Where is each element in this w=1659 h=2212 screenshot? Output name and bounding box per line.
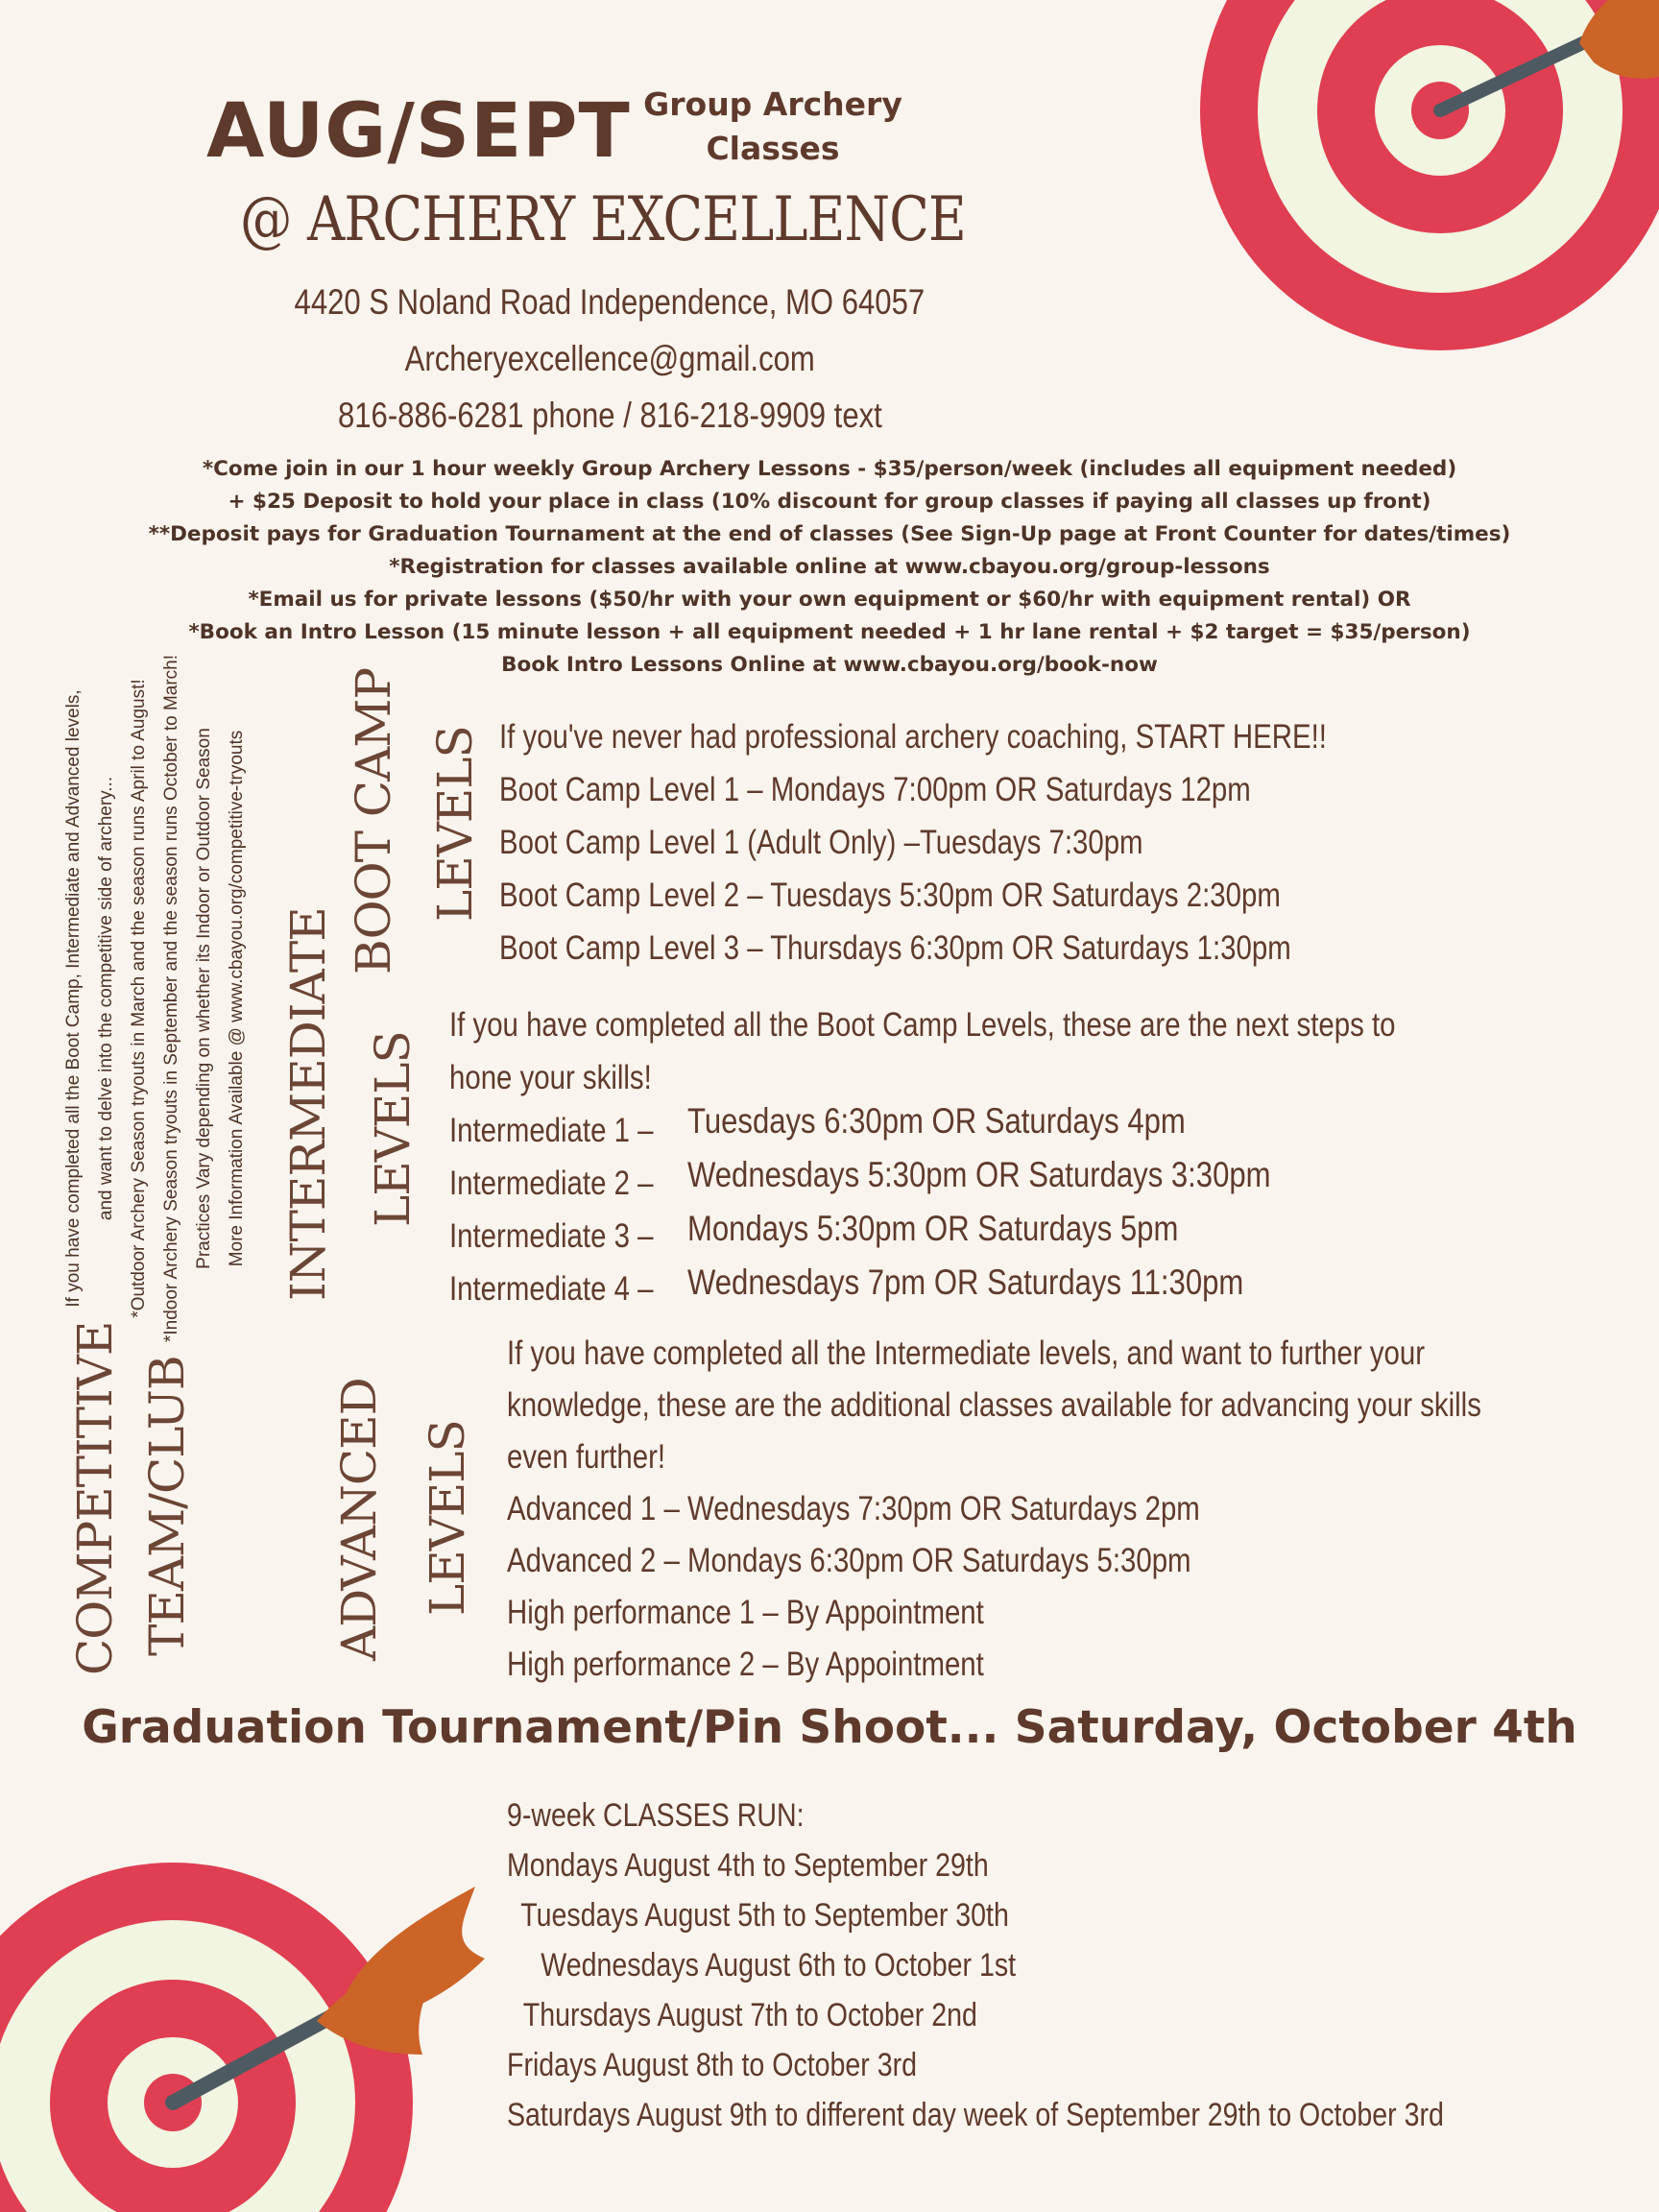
bootcamp-intro: If you've never had professional archery coaching, START HERE!! [499,718,1327,756]
competitive-label: COMPETITIVE [67,1321,123,1675]
bootcamp-class: Boot Camp Level 1 (Adult Only) –Tuesdays 7:30pm [499,824,1143,861]
note-line: + $25 Deposit to hold your place in class (10% discount for group classes if paying all classes up front) [228,490,1431,514]
note-line: **Deposit pays for Graduation Tournament at the end of classes (See Sign-Up page at Front Counter for dates/times) [148,522,1511,546]
intermediate-class-time: Mondays 5:30pm OR Saturdays 5pm [687,1209,1179,1248]
schedule-line: Tuesdays August 5th to September 30th [520,1897,1009,1934]
schedule-line: Mondays August 4th to September 29th [507,1847,989,1884]
advanced-label: ADVANCED [331,1378,387,1661]
intermediate-class-time: Wednesdays 5:30pm OR Saturdays 3:30pm [687,1155,1271,1194]
competitive-note: Practices Vary depending on whether its Indoor or Outdoor Season [194,728,214,1269]
advanced-intro-line: knowledge, these are the additional classes available for advancing your skills [507,1386,1481,1424]
competitive-note: and want to delve into the competitive side of archery... [96,776,116,1221]
advanced-class: Advanced 1 – Wednesdays 7:30pm OR Saturdays 2pm [507,1490,1200,1527]
advanced-class: High performance 2 – By Appointment [507,1646,984,1683]
competitive-notes [58,643,253,1354]
intermediate-class-name: Intermediate 4 – [449,1270,654,1308]
competitive-note: If you have completed all the Boot Camp, Intermediate and Advanced levels, [63,689,84,1308]
schedule-line: Wednesdays August 6th to October 1st [541,1947,1017,1984]
title-aug-sept: AUG/SEPT [206,88,631,175]
schedule-line: Thursdays August 7th to October 2nd [522,1997,977,2033]
contact-block [130,274,1090,444]
bootcamp-class: Boot Camp Level 2 – Tuesdays 5:30pm OR Saturdays 2:30pm [499,877,1281,914]
intermediate-class-name: Intermediate 3 – [449,1217,654,1255]
email: Archeryexcellence@gmail.com [404,339,815,378]
advanced-intro-line: even further! [507,1438,666,1476]
bootcamp-classes [499,710,1327,974]
schedule-block [507,1791,1444,2140]
intermediate-levels-label: LEVELS [365,1031,421,1227]
note-line: *Book an Intro Lesson (15 minute lesson + all equipment needed + 1 hr lane rental + $2 target = $35/person) [188,620,1471,644]
competitive-note: More Information Available @ www.cbayou.org/competitive-tryouts [227,730,247,1267]
competitive-note: *Indoor Archery Season tryouts in September and the season runs October to March! [161,654,181,1343]
advanced-class: Advanced 2 – Mondays 6:30pm OR Saturdays 5:30pm [507,1542,1191,1579]
schedule-line: Fridays August 8th to October 3rd [507,2047,918,2083]
team-club-label: TEAM/CLUB [139,1356,195,1656]
intermediate-class-time: Wednesdays 7pm OR Saturdays 11:30pm [687,1262,1244,1302]
competitive-note: *Outdoor Archery Season tryouts in March and the season runs April to August! [129,679,149,1318]
bootcamp-label: BOOT CAMP [346,667,401,974]
bootcamp-levels-label: LEVELS [427,726,483,922]
intermediate-class-names [449,1104,653,1315]
intermediate-class-name: Intermediate 1 – [449,1112,654,1149]
address: 4420 S Noland Road Independence, MO 64057 [294,282,926,322]
graduation-banner: Graduation Tournament/Pin Shoot... Saturday, October 4th [82,1701,1577,1754]
note-line: *Registration for classes available online at www.cbayou.org/group-lessons [389,555,1270,579]
title-small-line1: Group Archery [643,85,902,123]
archery-target-icon-bottom [0,1815,538,2212]
intermediate-label: INTERMEDIATE [280,907,336,1301]
advanced-intro-line: If you have completed all the Intermediate levels, and want to further your [507,1334,1426,1372]
schedule-heading: 9-week CLASSES RUN: [507,1797,805,1834]
note-line: Book Intro Lessons Online at www.cbayou.org/book-now [501,653,1158,677]
intermediate-intro-line: If you have completed all the Boot Camp Levels, these are the next steps to [449,1006,1396,1044]
note-line: *Come join in our 1 hour weekly Group Archery Lessons - $35/person/week (includes all equipment needed) [202,457,1457,481]
intermediate-class-times [687,1094,1271,1310]
bootcamp-class: Boot Camp Level 3 – Thursdays 6:30pm OR Saturdays 1:30pm [499,929,1291,967]
venue-name: @ ARCHERY EXCELLENCE [240,184,966,255]
title-small-line2: Classes [706,130,840,167]
note-line: *Email us for private lessons ($50/hr with your own equipment or $60/hr with equipment rental) OR [248,588,1411,612]
schedule-line: Saturdays August 9th to different day week of September 29th to October 3rd [507,2097,1444,2133]
bootcamp-class: Boot Camp Level 1 – Mondays 7:00pm OR Saturdays 12pm [499,771,1251,808]
archery-target-icon-top [1200,0,1659,413]
advanced-classes [507,1328,1481,1691]
advanced-levels-label: LEVELS [420,1420,475,1616]
intermediate-intro-line: hone your skills! [449,1059,652,1096]
intermediate-class-name: Intermediate 2 – [449,1165,654,1202]
advanced-class: High performance 1 – By Appointment [507,1594,984,1631]
title-group-archery [629,83,917,171]
phone: 816-886-6281 phone / 816-218-9909 text [337,396,882,435]
intermediate-class-time: Tuesdays 6:30pm OR Saturdays 4pm [687,1101,1186,1141]
intermediate-intro [449,998,1395,1104]
